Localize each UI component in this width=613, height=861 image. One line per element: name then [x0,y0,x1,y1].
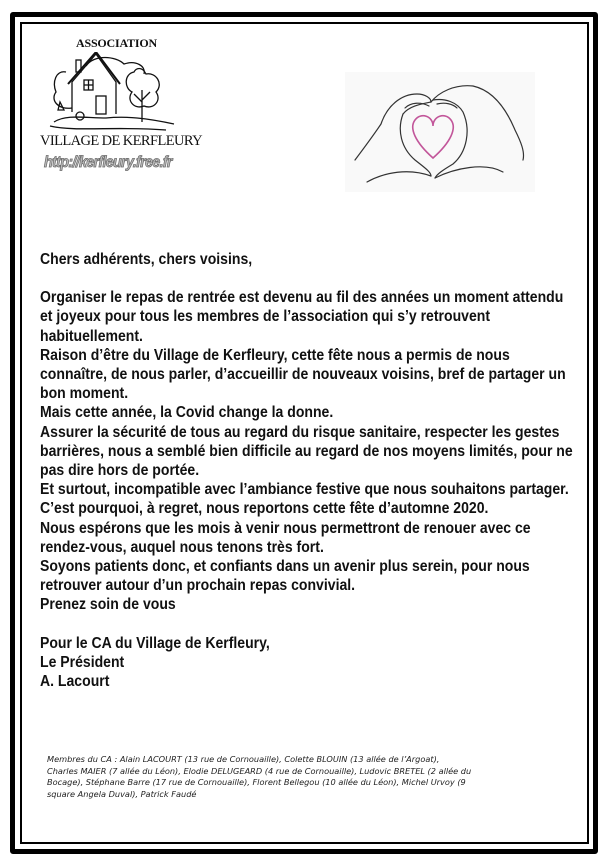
association-logo [40,36,202,186]
spacer [40,269,580,288]
logo-url: http://kerfleury.free.fr [44,154,172,171]
logo-title: ASSOCIATION [76,36,157,50]
signature-name: A. Lacourt [40,673,110,691]
letter-line: Prenez soin de vous [40,596,176,614]
letter-line: barrières, nous a semblé bien difficile au regard de nos moyens limités, pour ne [40,442,573,460]
members-line: Charles MAIER (7 allée du Léon), Elodie DELUGEARD (4 rue de Cornouaille), Ludovic BRETEL (2 allée du [47,765,472,776]
spacer [40,615,580,634]
board-members-list [47,754,567,800]
letter-line: rendez-vous, auquel nous tenons très fort. [40,538,324,556]
hands-heart-icon [345,72,535,192]
letter-line: Soyons patients donc, et confiants dans un avenir plus serein, pour nous [40,558,530,576]
letter-line: et joyeux pour tous les membres de l’association qui s’y retrouvent [40,308,491,326]
letter-line: connaître, de nous parler, d’accueillir de nouveaux voisins, bref de partager un [40,366,566,384]
hands-heart-illustration [345,72,535,192]
logo-name: VILLAGE DE KERFLEURY [40,133,202,149]
letter-line: Nous espérons que les mois à venir nous permettront de renouer avec ce [40,519,531,537]
letter-line: Mais cette année, la Covid change la donne. [40,404,334,422]
letter-line: Et surtout, incompatible avec l’ambiance festive que nous souhaitons partager. [40,481,569,499]
letter-body [40,250,580,691]
letter-line: C’est pourquoi, à regret, nous reportons cette fête d’automne 2020. [40,500,489,518]
letter-greeting: Chers adhérents, chers voisins, [40,251,253,268]
letter-line: pas dire hors de portée. [40,462,200,480]
signature-title: Le Président [40,653,125,671]
members-line: Bocage), Stéphane Barre (17 rue de Cornouaille), Florent Bellegou (10 allée du Léon), Michel Urvoy (9 [47,777,466,787]
letter-line: bon moment. [40,385,129,403]
letter-line: Assurer la sécurité de tous au regard du risque sanitaire, respecter les gestes [40,423,560,441]
letter-line: habituellement. [40,327,143,345]
signature-line: Pour le CA du Village de Kerfleury, [40,634,270,652]
members-line: Membres du CA : Alain LACOURT (13 rue de Cornouaille), Colette BLOUIN (13 allée de l’Argoat), [47,754,440,764]
members-line: square Angela Duval), Patrick Faudé [47,788,197,799]
letter-line: retrouver autour d’un prochain repas convivial. [40,577,356,595]
letter-line: Raison d’être du Village de Kerfleury, cette fête nous a permis de nous [40,346,510,364]
letter-line: Organiser le repas de rentrée est devenu au fil des années un moment attendu [40,289,564,307]
house-illustration-icon [46,52,186,134]
